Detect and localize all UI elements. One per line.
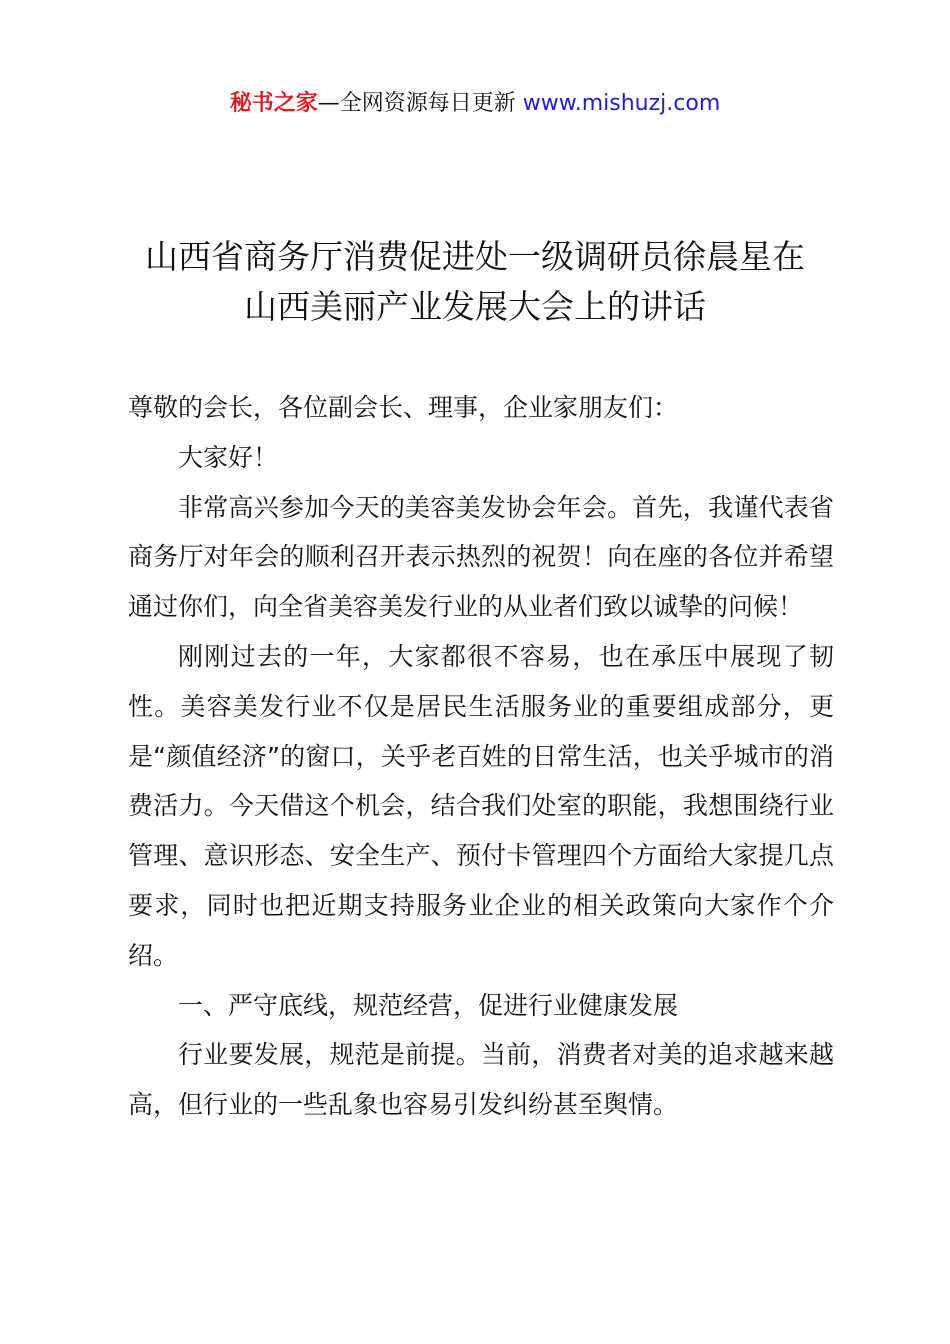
greeting: 大家好！ — [178, 442, 279, 472]
site-header — [0, 86, 950, 122]
title-line-1: 山西省商务厅消费促进处一级调研员徐晨星在 — [145, 237, 805, 276]
paragraph-opening: 非常高兴参加今天的美容美发协会年会。首先，我谨代表省商务厅对年会的顺利召开表示热烈的祝贺！向在座的各位并希望通过你们，向全省美容美发行业的从业者们致以诚挚的问候！ — [128, 492, 834, 622]
site-url-link[interactable]: www.mishuzj.com — [522, 91, 721, 116]
paragraph-section-1: 行业要发展，规范是前提。当前，消费者对美的追求越来越高，但行业的一些乱象也容易引发纠纷甚至舆情。 — [128, 1040, 834, 1120]
document-body — [128, 383, 834, 1130]
document-title — [100, 232, 850, 332]
title-line-2: 山西美丽产业发展大会上的讲话 — [244, 287, 706, 326]
salutation: 尊敬的会长，各位副会长、理事，企业家朋友们： — [128, 393, 679, 422]
site-brand: 秘书之家 — [229, 91, 318, 116]
section-heading: 一、严守底线，规范经营，促进行业健康发展 — [178, 990, 679, 1020]
paragraph-context: 刚刚过去的一年，大家都很不容易，也在承压中展现了韧性。美容美发行业不仅是居民生活服务业的重要组成部分，更是“颜值经济”的窗口，关乎老百姓的日常生活，也关乎城市的消费活力。今天借这个机会，结合我们处室的职能，我想围绕行业管理、意识形态、安全生产、预付卡管理四个方面给大家提几点要求，同时也把近期支持服务业企业的相关政策向大家作个介绍。 — [128, 641, 834, 970]
site-tagline: —全网资源每日更新 — [317, 91, 523, 116]
